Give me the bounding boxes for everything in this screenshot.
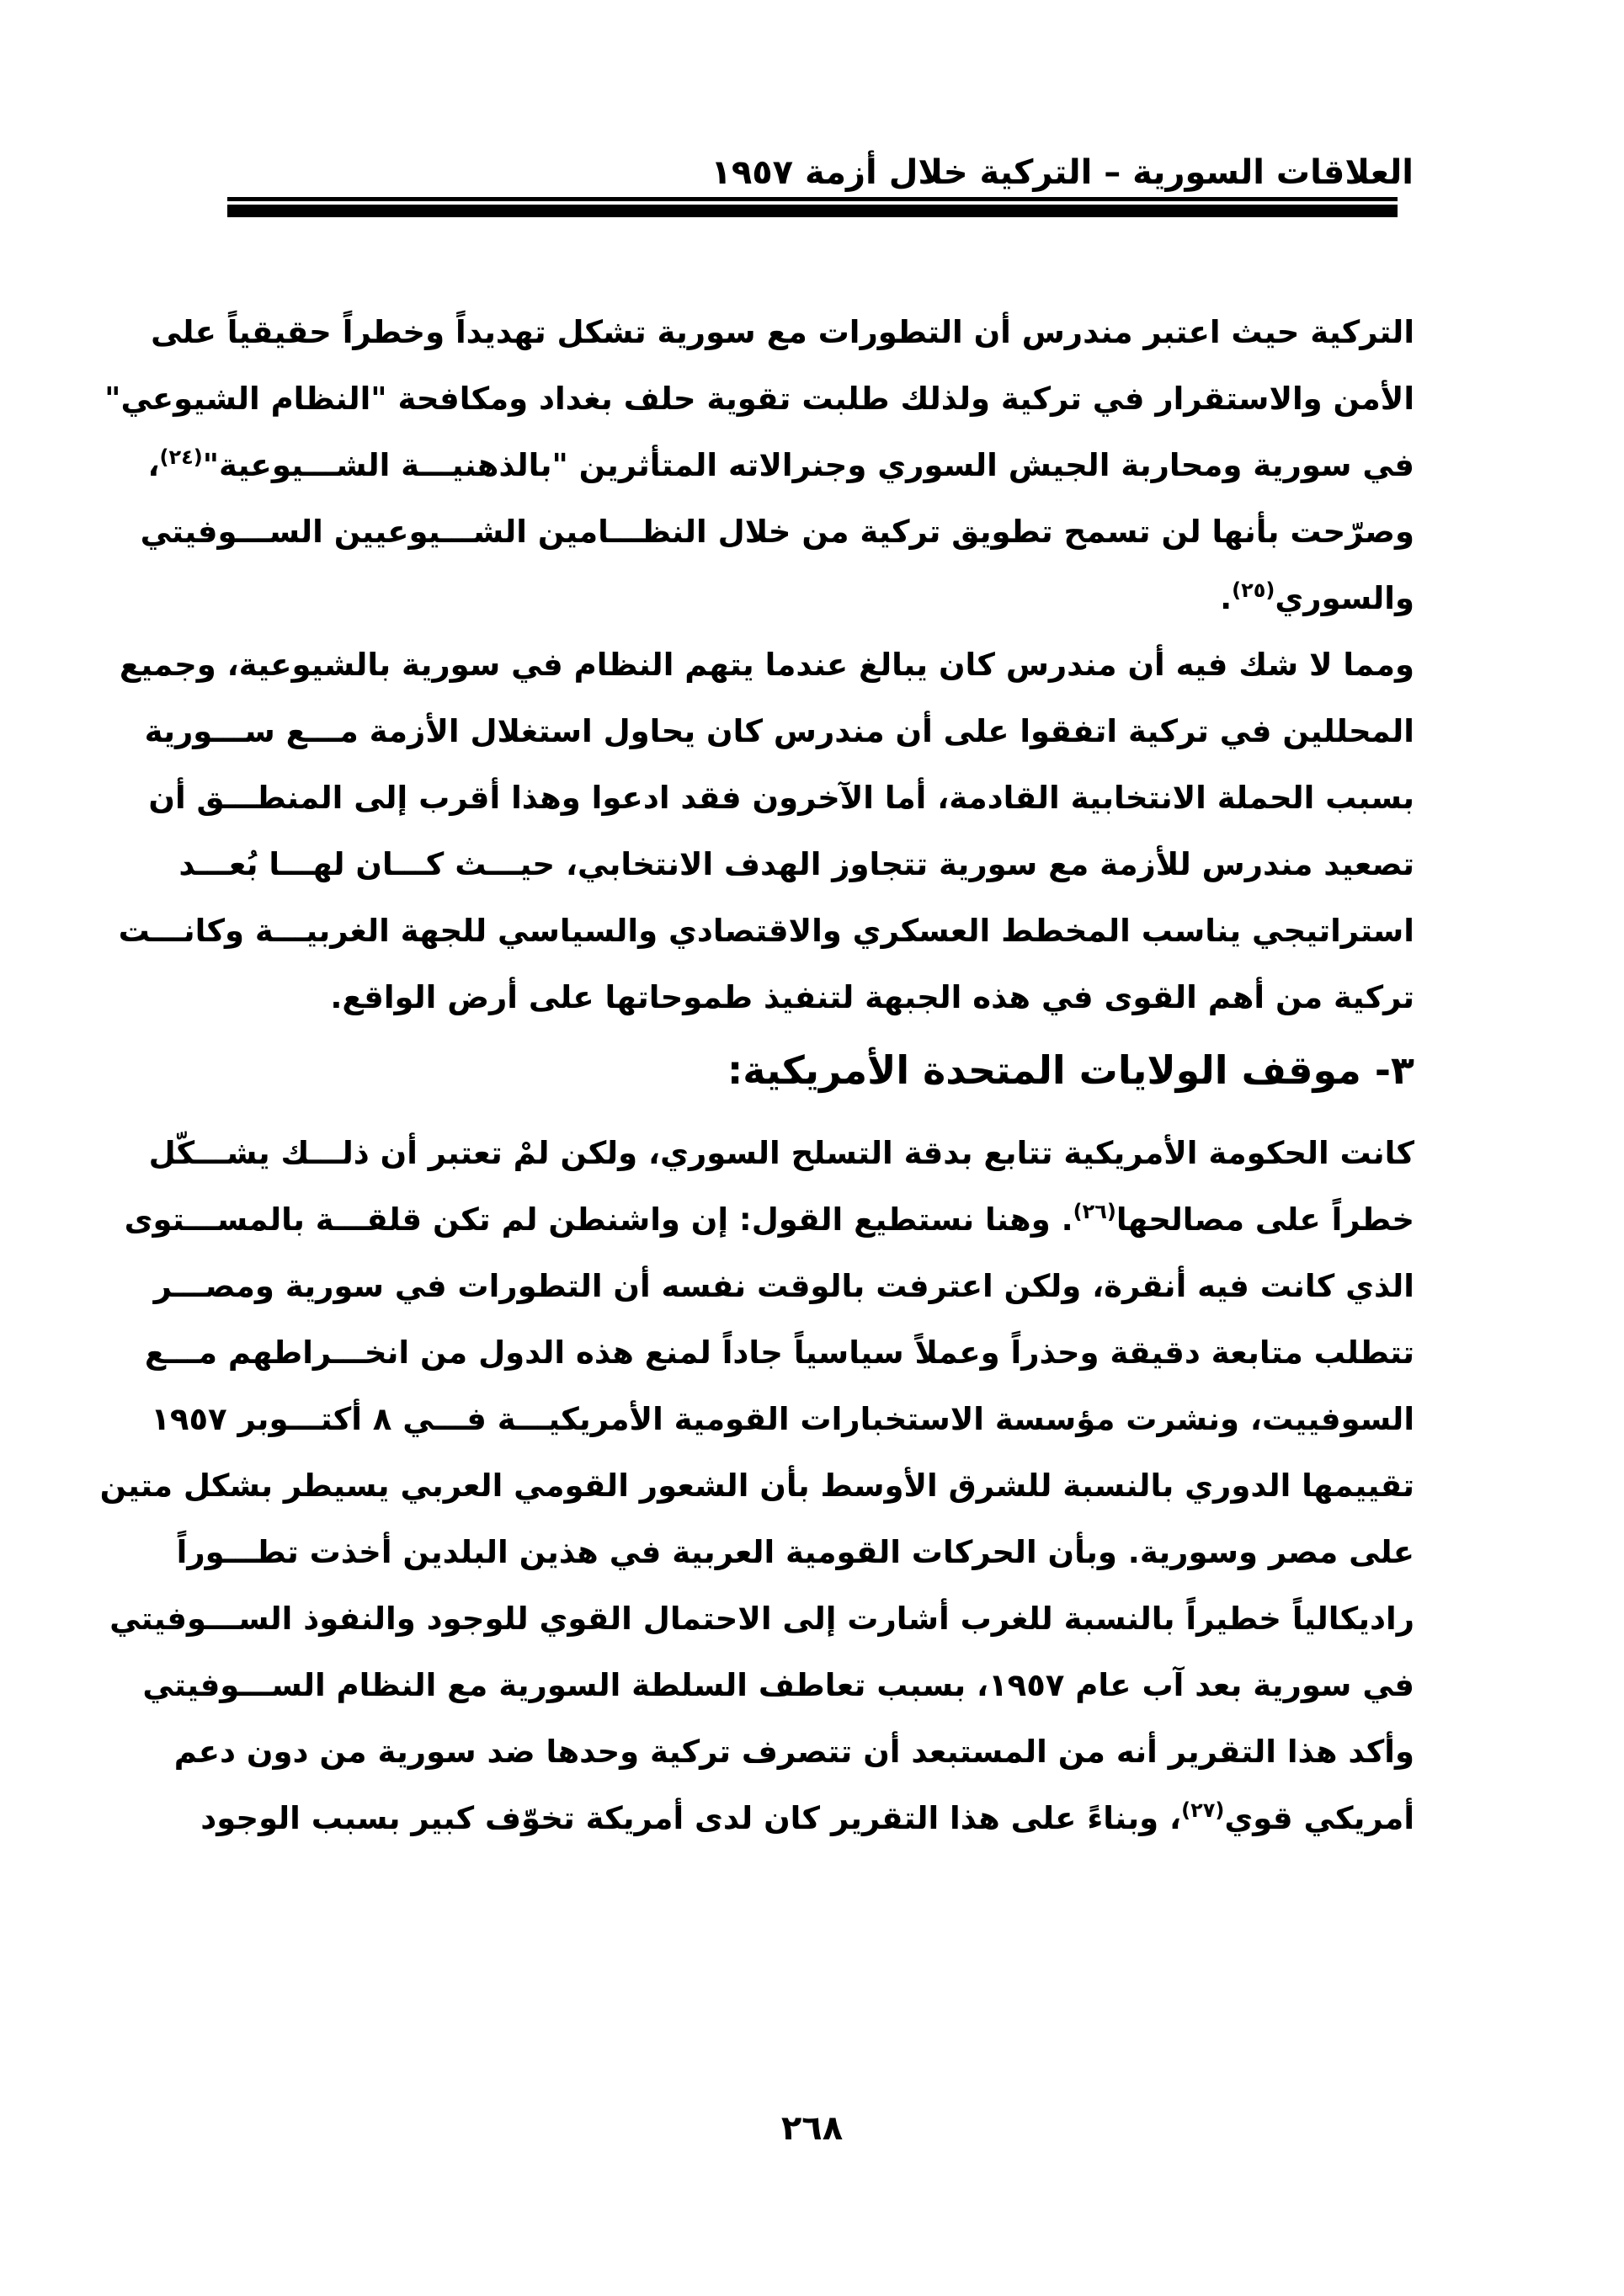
text-line: في سورية بعد آب عام ١٩٥٧، بسبب تعاطف السلطة السورية مع النظام الســـوفيتي <box>142 1667 1414 1703</box>
text-line: وصرّحت بأنها لن تسمح تطويق تركية من خلال النظـــامين الشـــيوعيين الســـوفيتي <box>140 514 1414 550</box>
header-rule-thick <box>227 205 1398 217</box>
text-line <box>229 565 1414 631</box>
text-segment: أمريكي قوي <box>1224 1800 1414 1836</box>
page-number: ٢٦٨ <box>780 2109 844 2148</box>
text-line: راديكالياً خطيراً بالنسبة للغرب أشارت إلى الاحتمال القوي للوجود والنفوذ الســـوفيتي <box>109 1601 1414 1637</box>
text-line: الأمن والاستقرار في تركية ولذلك طلبت تقوية حلف بغداد ومكافحة "النظام الشيوعي" <box>104 381 1414 417</box>
text-segment: والسوري <box>1275 580 1414 616</box>
section-heading: ٣- موقف الولايات المتحدة الأمريكية: <box>727 1047 1414 1093</box>
paragraph-1 <box>104 299 1414 631</box>
punctuation: ، <box>147 447 160 483</box>
footnote-marker: (٢٧) <box>1181 1798 1225 1822</box>
paragraph-2 <box>118 631 1414 1031</box>
footnote-marker: (٢٤) <box>159 445 203 469</box>
running-header-title: العلاقات السورية – التركية خلال أزمة ١٩٥٧ <box>711 153 1414 192</box>
text-line: تصعيد مندرس للأزمة مع سورية تتجاوز الهدف الانتخابي، حيـــث كـــان لهـــا بُعـــد <box>178 846 1414 882</box>
text-line: على مصر وسورية. وبأن الحركات القومية العربية في هذين البلدين أخذت تطـــوراً <box>176 1534 1414 1570</box>
text-segment: في سورية ومحاربة الجيش السوري وجنرالاته المتأثرين "بالذهنيـــة الشـــيوعية" <box>202 447 1414 483</box>
footnote-marker: (٢٦) <box>1073 1200 1116 1223</box>
text-segment: . وهنا نستطيع القول: إن واشنطن لم تكن قلقـــة بالمســـتوى <box>124 1201 1073 1238</box>
text-line <box>200 1785 1414 1851</box>
punctuation: . <box>1220 580 1233 616</box>
text-line: تقييمها الدوري بالنسبة للشرق الأوسط بأن الشعور القومي العربي يسيطر بشكل متين <box>99 1468 1414 1504</box>
footnote-marker: (٢٥) <box>1232 578 1275 602</box>
text-line <box>147 432 1414 498</box>
text-line: تركية من أهم القوى في هذه الجبهة لتنفيذ طموحاتها على أرض الواقع. <box>330 979 1414 1015</box>
body-text <box>99 299 1414 1851</box>
text-line: السوفييت، ونشرت مؤسسة الاستخبارات القومية الأمريكيـــة فـــي ٨ أكتـــوبر ١٩٥٧ <box>151 1401 1414 1437</box>
text-line: وأكد هذا التقرير أنه من المستبعد أن تتصرف تركية وحدها ضد سورية من دون دعم <box>173 1734 1414 1770</box>
text-line: بسبب الحملة الانتخابية القادمة، أما الآخرون فقد ادعوا وهذا أقرب إلى المنطـــق أن <box>148 780 1414 816</box>
text-segment: خطراً على مصالحها <box>1116 1201 1414 1238</box>
header-rule-thin <box>227 197 1398 201</box>
text-line: استراتيجي يناسب المخطط العسكري والاقتصادي والسياسي للجهة الغربيـــة وكانـــت <box>118 913 1414 949</box>
text-line: المحللين في تركية اتفقوا على أن مندرس كان يحاول استغلال الأزمة مـــع ســـورية <box>144 713 1414 749</box>
text-line: التركية حيث اعتبر مندرس أن التطورات مع سورية تشكل تهديداً وخطراً حقيقياً على <box>151 314 1414 350</box>
text-line: كانت الحكومة الأمريكية تتابع بدقة التسلح السوري، ولكن لمْ تعتبر أن ذلـــك يشـــكّل <box>148 1135 1414 1171</box>
paragraph-3 <box>99 1120 1414 1851</box>
text-line <box>124 1186 1414 1253</box>
text-line: تتطلب متابعة دقيقة وحذراً وعملاً سياسياً جاداً لمنع هذه الدول من انخـــراطهم مـــع <box>144 1334 1414 1371</box>
text-segment: ، وبناءً على هذا التقرير كان لدى أمريكة تخوّف كبير بسبب الوجود <box>200 1800 1182 1836</box>
text-line: الذي كانت فيه أنقرة، ولكن اعترفت بالوقت نفسه أن التطورات في سورية ومصـــر <box>153 1268 1414 1304</box>
text-line: ومما لا شك فيه أن مندرس كان يبالغ عندما يتهم النظام في سورية بالشيوعية، وجميع <box>119 647 1414 683</box>
